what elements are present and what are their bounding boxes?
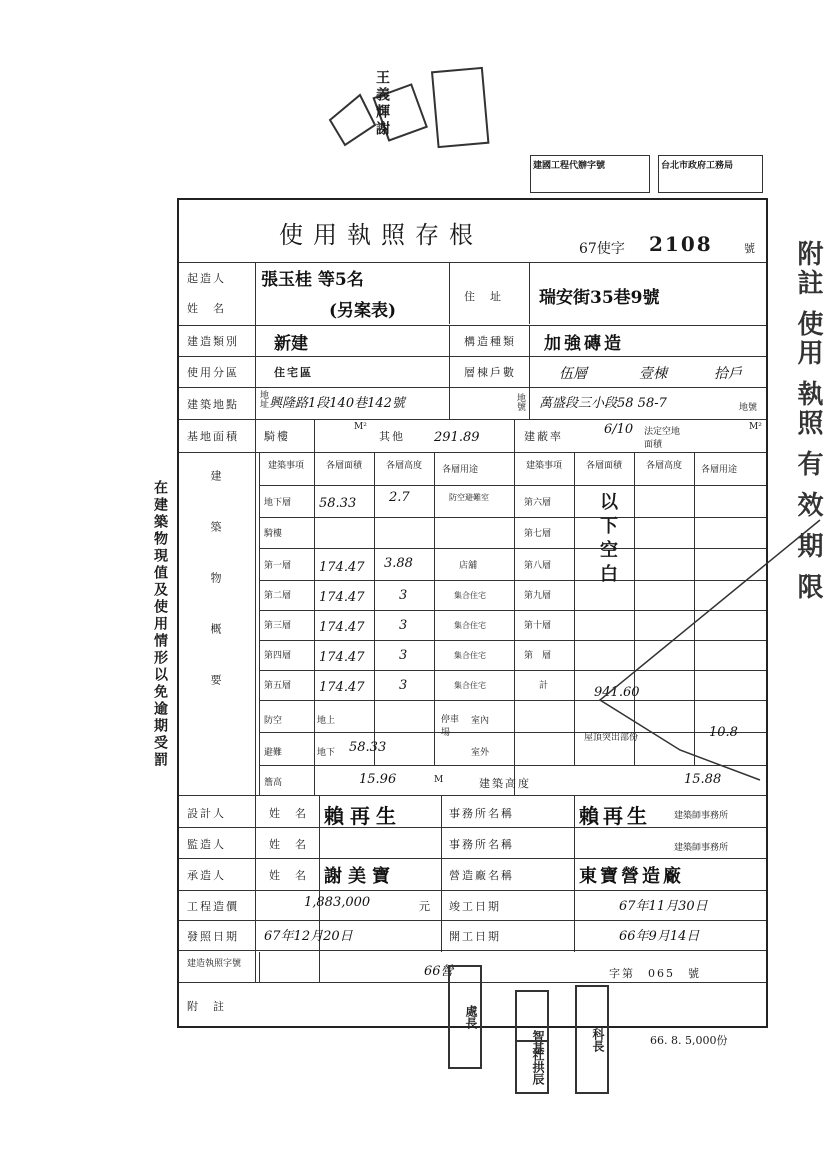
- permit-label: 建造執照字號: [187, 959, 242, 969]
- right-margin-text: 附註 使用 執照 有 效 期 限: [793, 240, 823, 603]
- supervisor-office-label: 事務所名稱: [449, 838, 514, 851]
- floor-right-name-5: 第 層: [524, 651, 552, 661]
- site-lot: 萬盛段三小段58 58-7: [539, 396, 667, 411]
- building-height-value: 15.88: [684, 772, 722, 787]
- zoning-value: 住宅區: [274, 366, 313, 379]
- print-run-note: 66. 8. 5,000份: [650, 1034, 728, 1047]
- owner-name: 張玉桂 等5名: [261, 270, 364, 290]
- owner-name-note: (另案表): [329, 301, 397, 321]
- floor-left-area-0: 58.33: [319, 496, 357, 511]
- contractor-factory-label: 營造廠名稱: [449, 869, 514, 882]
- floor-right-name-1: 第七層: [524, 529, 552, 539]
- designer-office-label: 事務所名稱: [449, 807, 514, 820]
- floor-left-name-3: 第二層: [264, 591, 292, 601]
- indoor-label: 室內: [471, 716, 490, 726]
- floor-right-name-0: 第六層: [524, 498, 552, 508]
- roof-label: 屋頂突出部份: [584, 733, 639, 743]
- contractor-name-label: 姓 名: [269, 869, 308, 882]
- top-stamp-text: 王義輝謝: [374, 70, 390, 138]
- left-margin-note: 在建築物現值及使用情形以免逾期受罰: [152, 480, 168, 769]
- cost-unit: 元: [419, 900, 432, 913]
- floor-header-item: 建築事項: [267, 461, 304, 471]
- other-value: 291.89: [434, 430, 480, 445]
- top-approval-stamp: [320, 65, 490, 155]
- floor-left-area-3: 174.47: [319, 590, 365, 605]
- floor-right-name-6: 計: [539, 681, 549, 691]
- permit-suffix: 字第 065 號: [609, 967, 701, 980]
- floor-header-use: 各層用途: [442, 465, 479, 475]
- owner-label: 起造人: [187, 272, 226, 285]
- blank-below-note: 以下空白: [597, 492, 618, 588]
- supervisor-name-label: 姓 名: [269, 838, 308, 851]
- top-right-stamp-2: 台北市政府工務局: [658, 155, 763, 193]
- cost-value: 1,883,000: [304, 895, 371, 910]
- bottom-stamp-3: 社拱辰: [515, 1040, 549, 1094]
- building-summary-label: 建築物概要: [209, 470, 222, 725]
- floor-left-height-3: 3: [399, 588, 408, 603]
- floor-right-name-2: 第八層: [524, 561, 552, 571]
- permit-number: 2108: [649, 232, 713, 256]
- floor-left-height-6: 3: [399, 678, 408, 693]
- roof-value: 10.8: [709, 725, 738, 740]
- floor-right-name-4: 第十層: [524, 621, 552, 631]
- parking-label: 停車場: [441, 715, 460, 738]
- permit-number-prefix: 67使字: [579, 241, 625, 257]
- contractor-label: 承造人: [187, 869, 226, 882]
- complete-date-value: 67年11月30日: [619, 899, 708, 914]
- coverage-label: 建蔽率: [524, 430, 563, 443]
- structure-label: 構造種類: [464, 335, 516, 348]
- address-label: 住 址: [464, 290, 503, 303]
- bottom-stamp-2: 智基: [515, 990, 549, 1094]
- open-space-label: 法定空地面積: [644, 427, 681, 450]
- eave-height-label: 簷高: [264, 778, 283, 788]
- floor-left-name-5: 第四層: [264, 651, 292, 661]
- building-height-label: 建築高度: [479, 777, 531, 790]
- designer-label: 設計人: [187, 807, 226, 820]
- eave-height-unit: M: [434, 775, 444, 785]
- issue-date-value: 67年12月20日: [264, 929, 353, 944]
- permit-value: 66營: [424, 964, 454, 979]
- cost-label: 工程造價: [187, 900, 239, 913]
- floor-left-name-4: 第三層: [264, 621, 292, 631]
- floors-value: 伍層: [559, 366, 587, 382]
- top-right-stamp-1: 建國工程代辦字號: [530, 155, 650, 193]
- site-address: 興隆路1段140巷142號: [269, 396, 405, 411]
- buildings-value: 壹棟: [639, 366, 667, 382]
- air-raid-label: 防空: [264, 716, 283, 726]
- owner-name-label: 姓 名: [187, 302, 226, 315]
- site-sub1: 地址: [258, 390, 268, 408]
- below-label: 地下: [317, 748, 336, 758]
- start-date-label: 開工日期: [449, 930, 501, 943]
- site-sub2: 地號: [515, 393, 525, 411]
- floor-header-area: 各層面積: [325, 461, 362, 471]
- floor-left-use-3: 集合住宅: [454, 591, 486, 600]
- floor-left-use-5: 集合住宅: [454, 651, 486, 660]
- floor-left-height-5: 3: [399, 648, 408, 663]
- structure-value: 加強磚造: [544, 334, 624, 354]
- below-value: 58.33: [349, 740, 387, 755]
- other-label: 其他: [379, 430, 405, 443]
- floor-left-name-1: 騎樓: [264, 529, 283, 539]
- floor-left-name-6: 第五層: [264, 681, 292, 691]
- floor-left-name-2: 第一層: [264, 561, 292, 571]
- issue-date-label: 發照日期: [187, 930, 239, 943]
- households-value: 拾戶: [714, 366, 742, 382]
- floor-left-use-0: 防空避難室: [449, 493, 489, 502]
- designer-name: 賴再生: [324, 804, 402, 828]
- bottom-stamp-1: 處長: [448, 965, 482, 1069]
- floor-right-total: 941.60: [594, 685, 640, 700]
- floor-left-area-5: 174.47: [319, 650, 365, 665]
- floor-header-use-2: 各層用途: [701, 465, 738, 475]
- zoning-label: 使用分區: [187, 366, 239, 379]
- top-right-stamps: [530, 155, 765, 200]
- supervisor-label: 監造人: [187, 838, 226, 851]
- floor-left-height-4: 3: [399, 618, 408, 633]
- floor-left-height-0: 2.7: [389, 490, 410, 505]
- floor-left-use-2: 店舖: [459, 561, 478, 571]
- site-lot-suffix: 地號: [739, 403, 758, 413]
- floor-left-area-4: 174.47: [319, 620, 365, 635]
- designer-office: 賴再生: [579, 804, 651, 828]
- diagonal-scribble-icon: [580, 500, 830, 800]
- eave-height-value: 15.96: [359, 772, 397, 787]
- form-title: 使用執照存根: [279, 221, 483, 249]
- floors-label: 層棟戶數: [464, 366, 516, 379]
- floor-header-area-2: 各層面積: [585, 461, 622, 471]
- bottom-stamp-4: 科長: [575, 985, 609, 1094]
- coverage-value: 6/10: [604, 422, 634, 437]
- designer-name-label: 姓 名: [269, 807, 308, 820]
- start-date-value: 66年9月14日: [619, 929, 700, 944]
- floor-left-height-2: 3.88: [384, 556, 413, 571]
- contractor-name: 謝美寶: [324, 866, 396, 887]
- arcade-label: 騎樓: [264, 430, 290, 443]
- site-area-label: 基地面積: [187, 430, 239, 443]
- supervisor-office-suffix: 建築師事務所: [674, 843, 729, 853]
- above-label: 地上: [317, 716, 336, 726]
- floor-left-area-6: 174.47: [319, 680, 365, 695]
- floor-left-name-0: 地下層: [264, 498, 292, 508]
- floor-header-height: 各層高度: [385, 461, 422, 471]
- permit-number-suffix: 號: [744, 242, 755, 255]
- contractor-factory: 東寶營造廠: [579, 866, 684, 887]
- designer-office-suffix: 建築師事務所: [674, 811, 729, 821]
- floor-right-name-3: 第九層: [524, 591, 552, 601]
- evacuation-label: 避難: [264, 748, 283, 758]
- note-label: 附 註: [187, 1000, 226, 1013]
- stamp-marks-icon: [320, 65, 490, 155]
- arcade-unit: M²: [354, 422, 367, 432]
- outdoor-label: 室外: [471, 748, 490, 758]
- floor-header-height-2: 各層高度: [645, 461, 682, 471]
- type-label: 建造類別: [187, 335, 239, 348]
- floor-left-use-6: 集合住宅: [454, 681, 486, 690]
- complete-date-label: 竣工日期: [449, 900, 501, 913]
- floor-left-area-2: 174.47: [319, 560, 365, 575]
- floor-header-item-2: 建築事項: [525, 461, 562, 471]
- type-value: 新建: [274, 334, 308, 354]
- address-value: 瑞安街35巷9號: [539, 288, 660, 308]
- open-space-unit: M²: [749, 422, 762, 432]
- floor-left-use-4: 集合住宅: [454, 621, 486, 630]
- site-label: 建築地點: [187, 398, 239, 411]
